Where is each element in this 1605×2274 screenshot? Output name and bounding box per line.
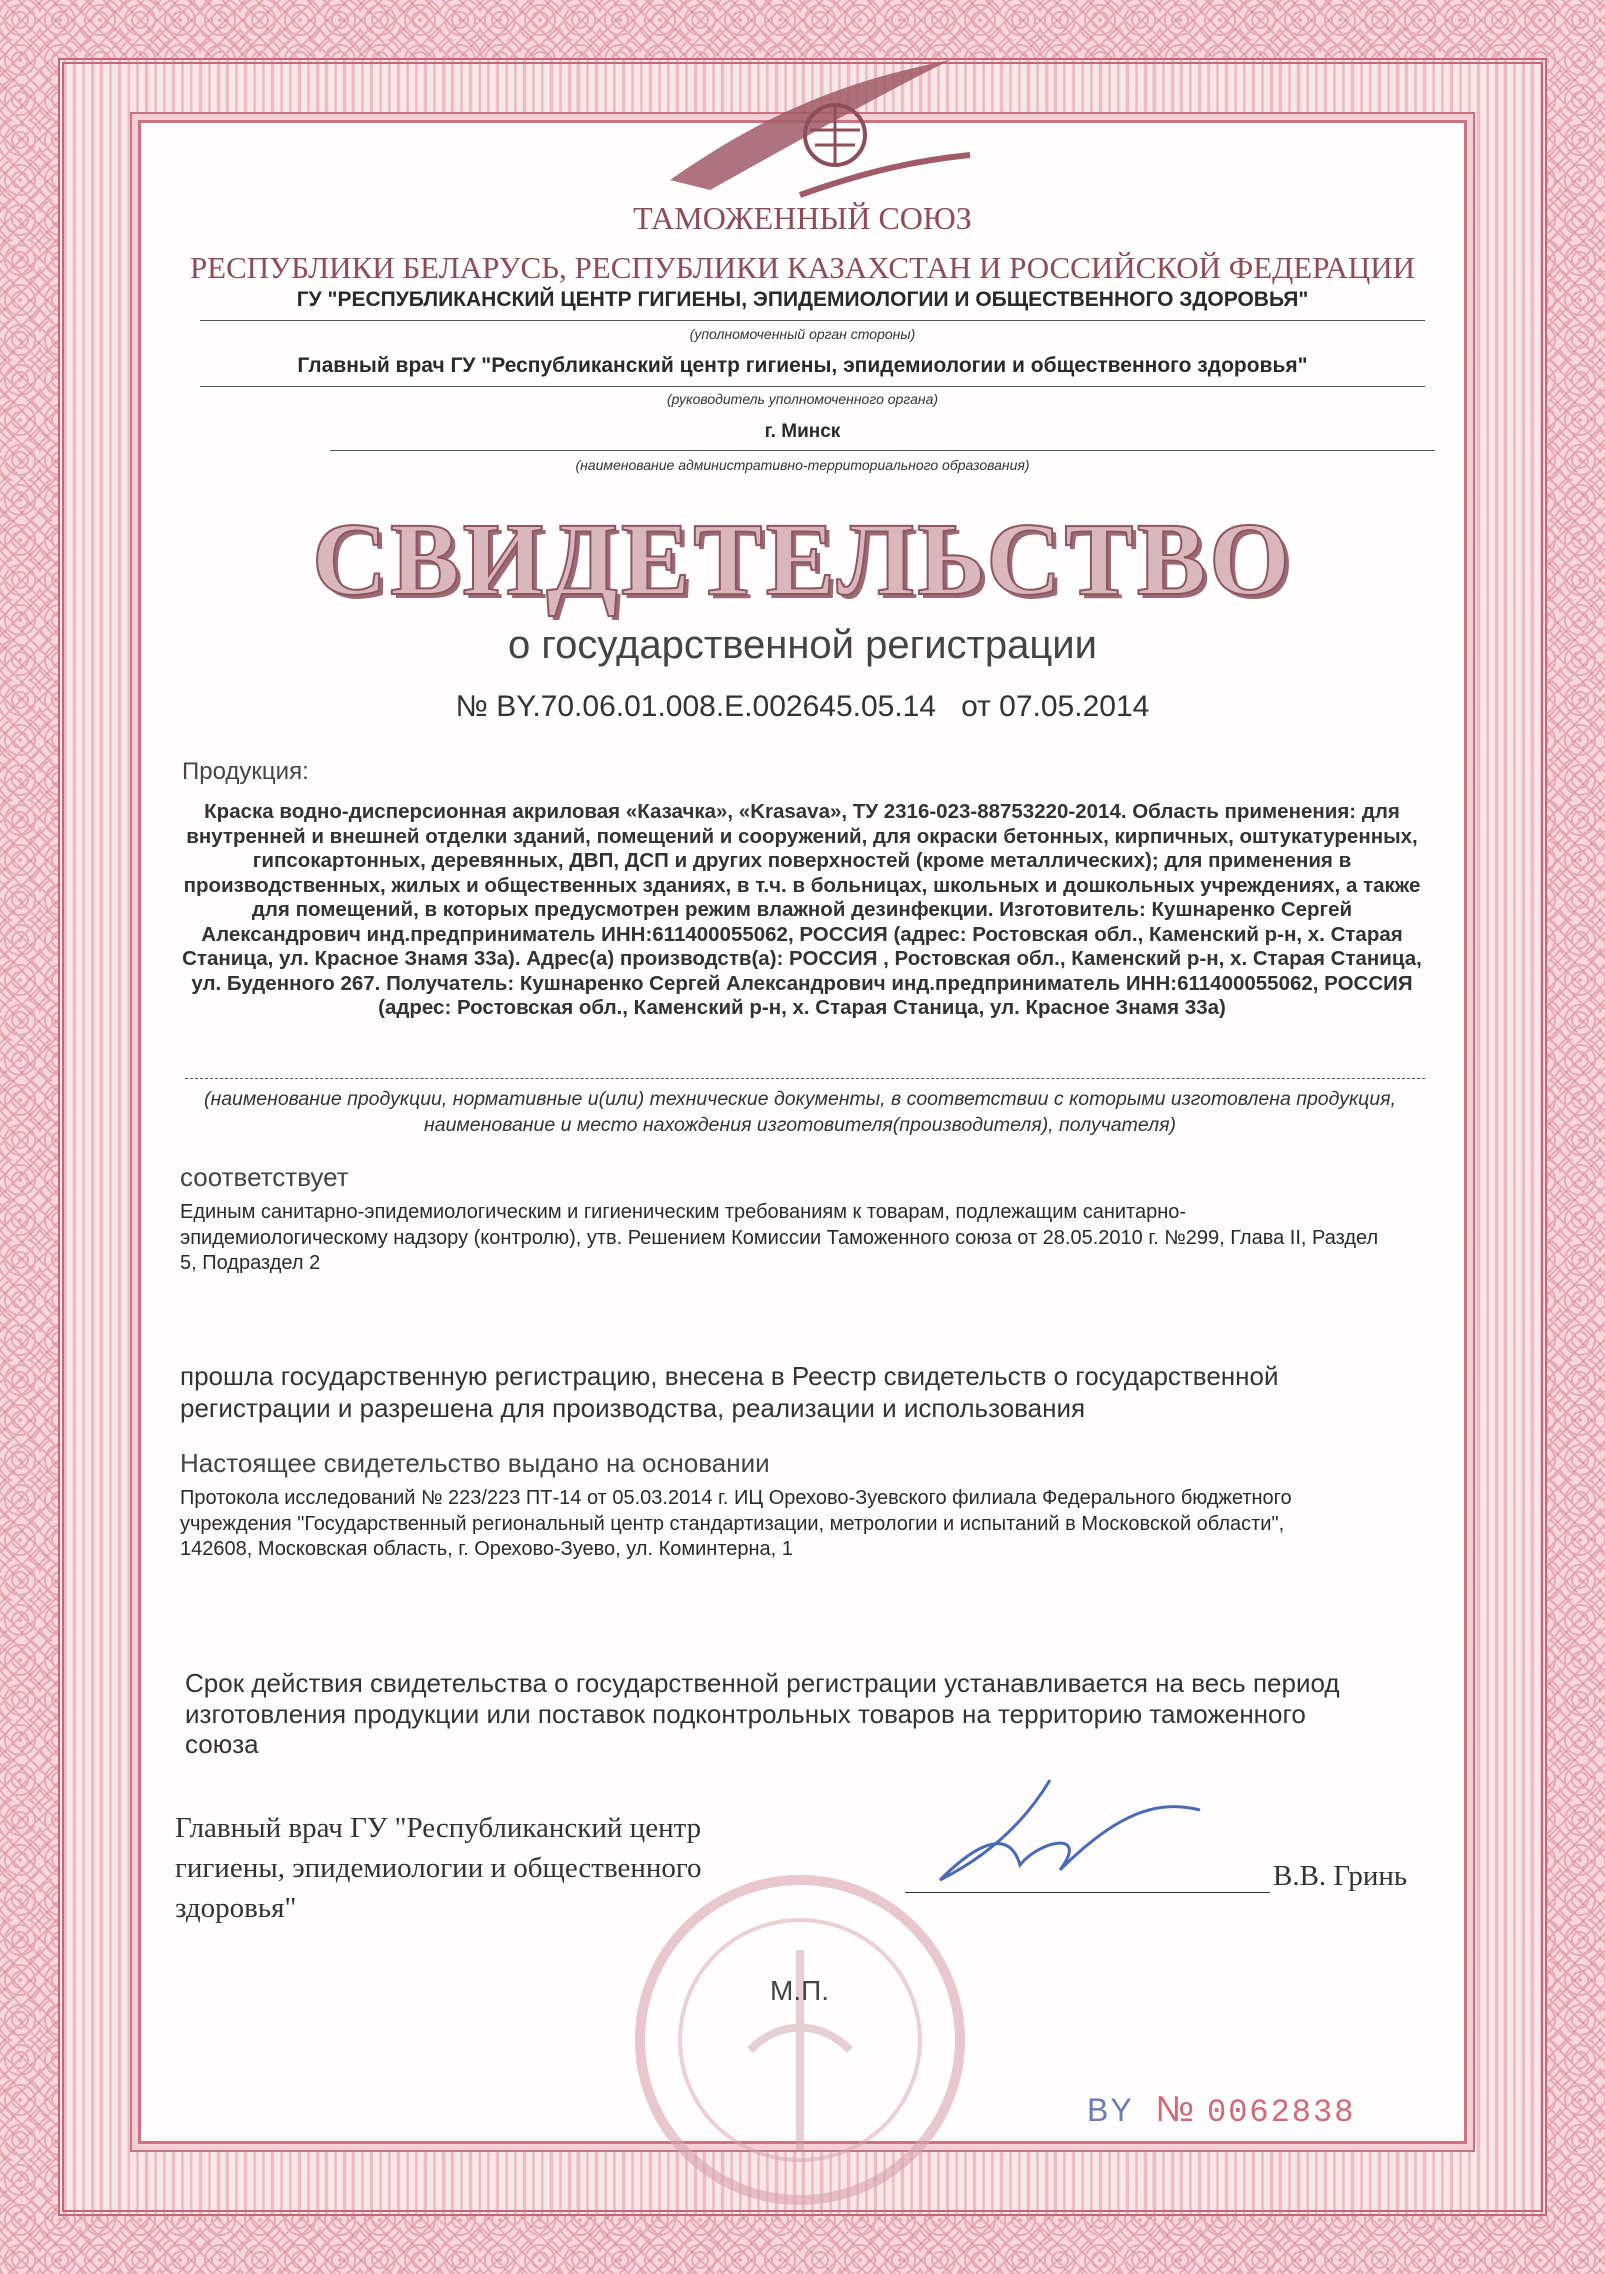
official-stamp <box>620 1870 980 2210</box>
customs-union-logo <box>650 50 980 200</box>
registration-number-line <box>0 690 1605 724</box>
authority-name: ГУ "РЕСПУБЛИКАНСКИЙ ЦЕНТР ГИГИЕНЫ, ЭПИДЕМИОЛОГИИ И ОБЩЕСТВЕННОГО ЗДОРОВЬЯ" <box>296 288 1309 311</box>
conformity-label: соответствует <box>180 1162 349 1192</box>
stamp-place-label: М.П. <box>770 1975 830 2006</box>
registration-statement: прошла государственную регистрацию, внесена в Реестр свидетельств о государственной регистрации и разрешена для производства, реализации и использования <box>180 1361 1279 1423</box>
registration-number: № BY.70.06.01.008.E.002645.05.14 <box>455 690 937 723</box>
product-hint: (наименование продукции, нормативные и(или) технические документы, в соответствии с которыми изготовлена продукция, наименование и место нахождения изготовителя(производителя), получателя) <box>203 1088 1397 1136</box>
serial-prefix: BY <box>1087 2092 1134 2128</box>
product-label: Продукция: <box>182 758 309 785</box>
product-description: Краска водно-дисперсионная акриловая «Казачка», «Krasava», ТУ 2316-023-88753220-2014. Область применения: для внутренней и внешней отделки зданий, помещений и сооружений, для окраски бетонных, кирпичных, оштукатуренных, гипсокартонных, деревянных, ДВП, ДСП и других поверхностей (кроме металлических); для применения в производственных, жилых и общественных зданиях, в т.ч. в больницах, школьных и дошкольных учреждениях, а также для помещений, в которых предусмотрен режим влажной дезинфекции. Изготовитель: Кушнаренко Сергей Александрович инд.предприниматель ИНН:611400055062, РОССИЯ (адрес: Ростовская обл., Каменский р-н, х. Старая Станица, ул. Красное Знамя 33а). Адрес(а) производств(а): РОССИЯ , Ростовская обл., Каменский р-н, х. Старая Станица, ул. Буденного 267. Получатель: Кушнаренко Сергей Александрович инд.предприниматель ИНН:611400055062, РОССИЯ (адрес: Ростовская обл., Каменский р-н, х. Старая Станица, ул. Красное Знамя 33а) <box>182 800 1422 1019</box>
divider <box>200 386 1425 387</box>
signatory-name: В.В. Гринь <box>1273 1860 1408 1892</box>
republics-line: РЕСПУБЛИКИ БЕЛАРУСЬ, РЕСПУБЛИКИ КАЗАХСТАН И РОССИЙСКОЙ ФЕДЕРАЦИИ <box>189 250 1416 285</box>
head-hint: (руководитель уполномоченного органа) <box>666 391 939 407</box>
city-hint: (наименование административно-территориального образования) <box>575 457 1030 473</box>
basis-label: Настоящее свидетельство выдано на основании <box>180 1448 770 1478</box>
document-subtitle: о государственной регистрации <box>508 623 1097 667</box>
head-name: Главный врач ГУ "Республиканский центр гигиены, эпидемиологии и общественного здоровья" <box>297 354 1308 377</box>
registration-date: от 07.05.2014 <box>961 690 1150 723</box>
document-title: СВИДЕТЕЛЬСТВО <box>311 502 1294 617</box>
serial-number <box>1087 2088 1355 2131</box>
validity-statement: Срок действия свидетельства о государственной регистрации устанавливается на весь период изготовления продукции или поставок подконтрольных товаров на территорию таможенного союза <box>185 1668 1340 1759</box>
conformity-text: Единым санитарно-эпидемиологическим и гигиеническим требованиям к товарам, подлежащим санитарно-эпидемиологическому надзору (контролю), утв. Решением Комиссии Таможенного союза от 28.05.2010 г. №299, Глава II, Раздел 5, Подраздел 2 <box>180 1201 1379 1274</box>
city: г. Минск <box>764 421 841 442</box>
serial-no-sign: № <box>1155 2088 1197 2129</box>
divider <box>200 320 1425 321</box>
basis-text: Протокола исследований № 223/223 ПТ-14 от 05.03.2014 г. ИЦ Орехово-Зуевского филиала Федерального бюджетного учреждения "Государственный региональный центр стандартизации, метрологии и испытаний в Московской области", 142608, Московская область, г. Орехово-Зуево, ул. Коминтерна, 1 <box>180 1487 1292 1560</box>
authority-hint: (уполномоченный орган стороны) <box>689 326 916 342</box>
divider <box>185 1078 1425 1079</box>
signatory-position: Главный врач ГУ "Республиканский центр гигиены, эпидемиологии и общественного здоровья" <box>175 1812 702 1924</box>
divider <box>330 450 1435 451</box>
serial-value: 0062838 <box>1206 2094 1356 2131</box>
union-name: ТАМОЖЕННЫЙ СОЮЗ <box>633 200 972 236</box>
